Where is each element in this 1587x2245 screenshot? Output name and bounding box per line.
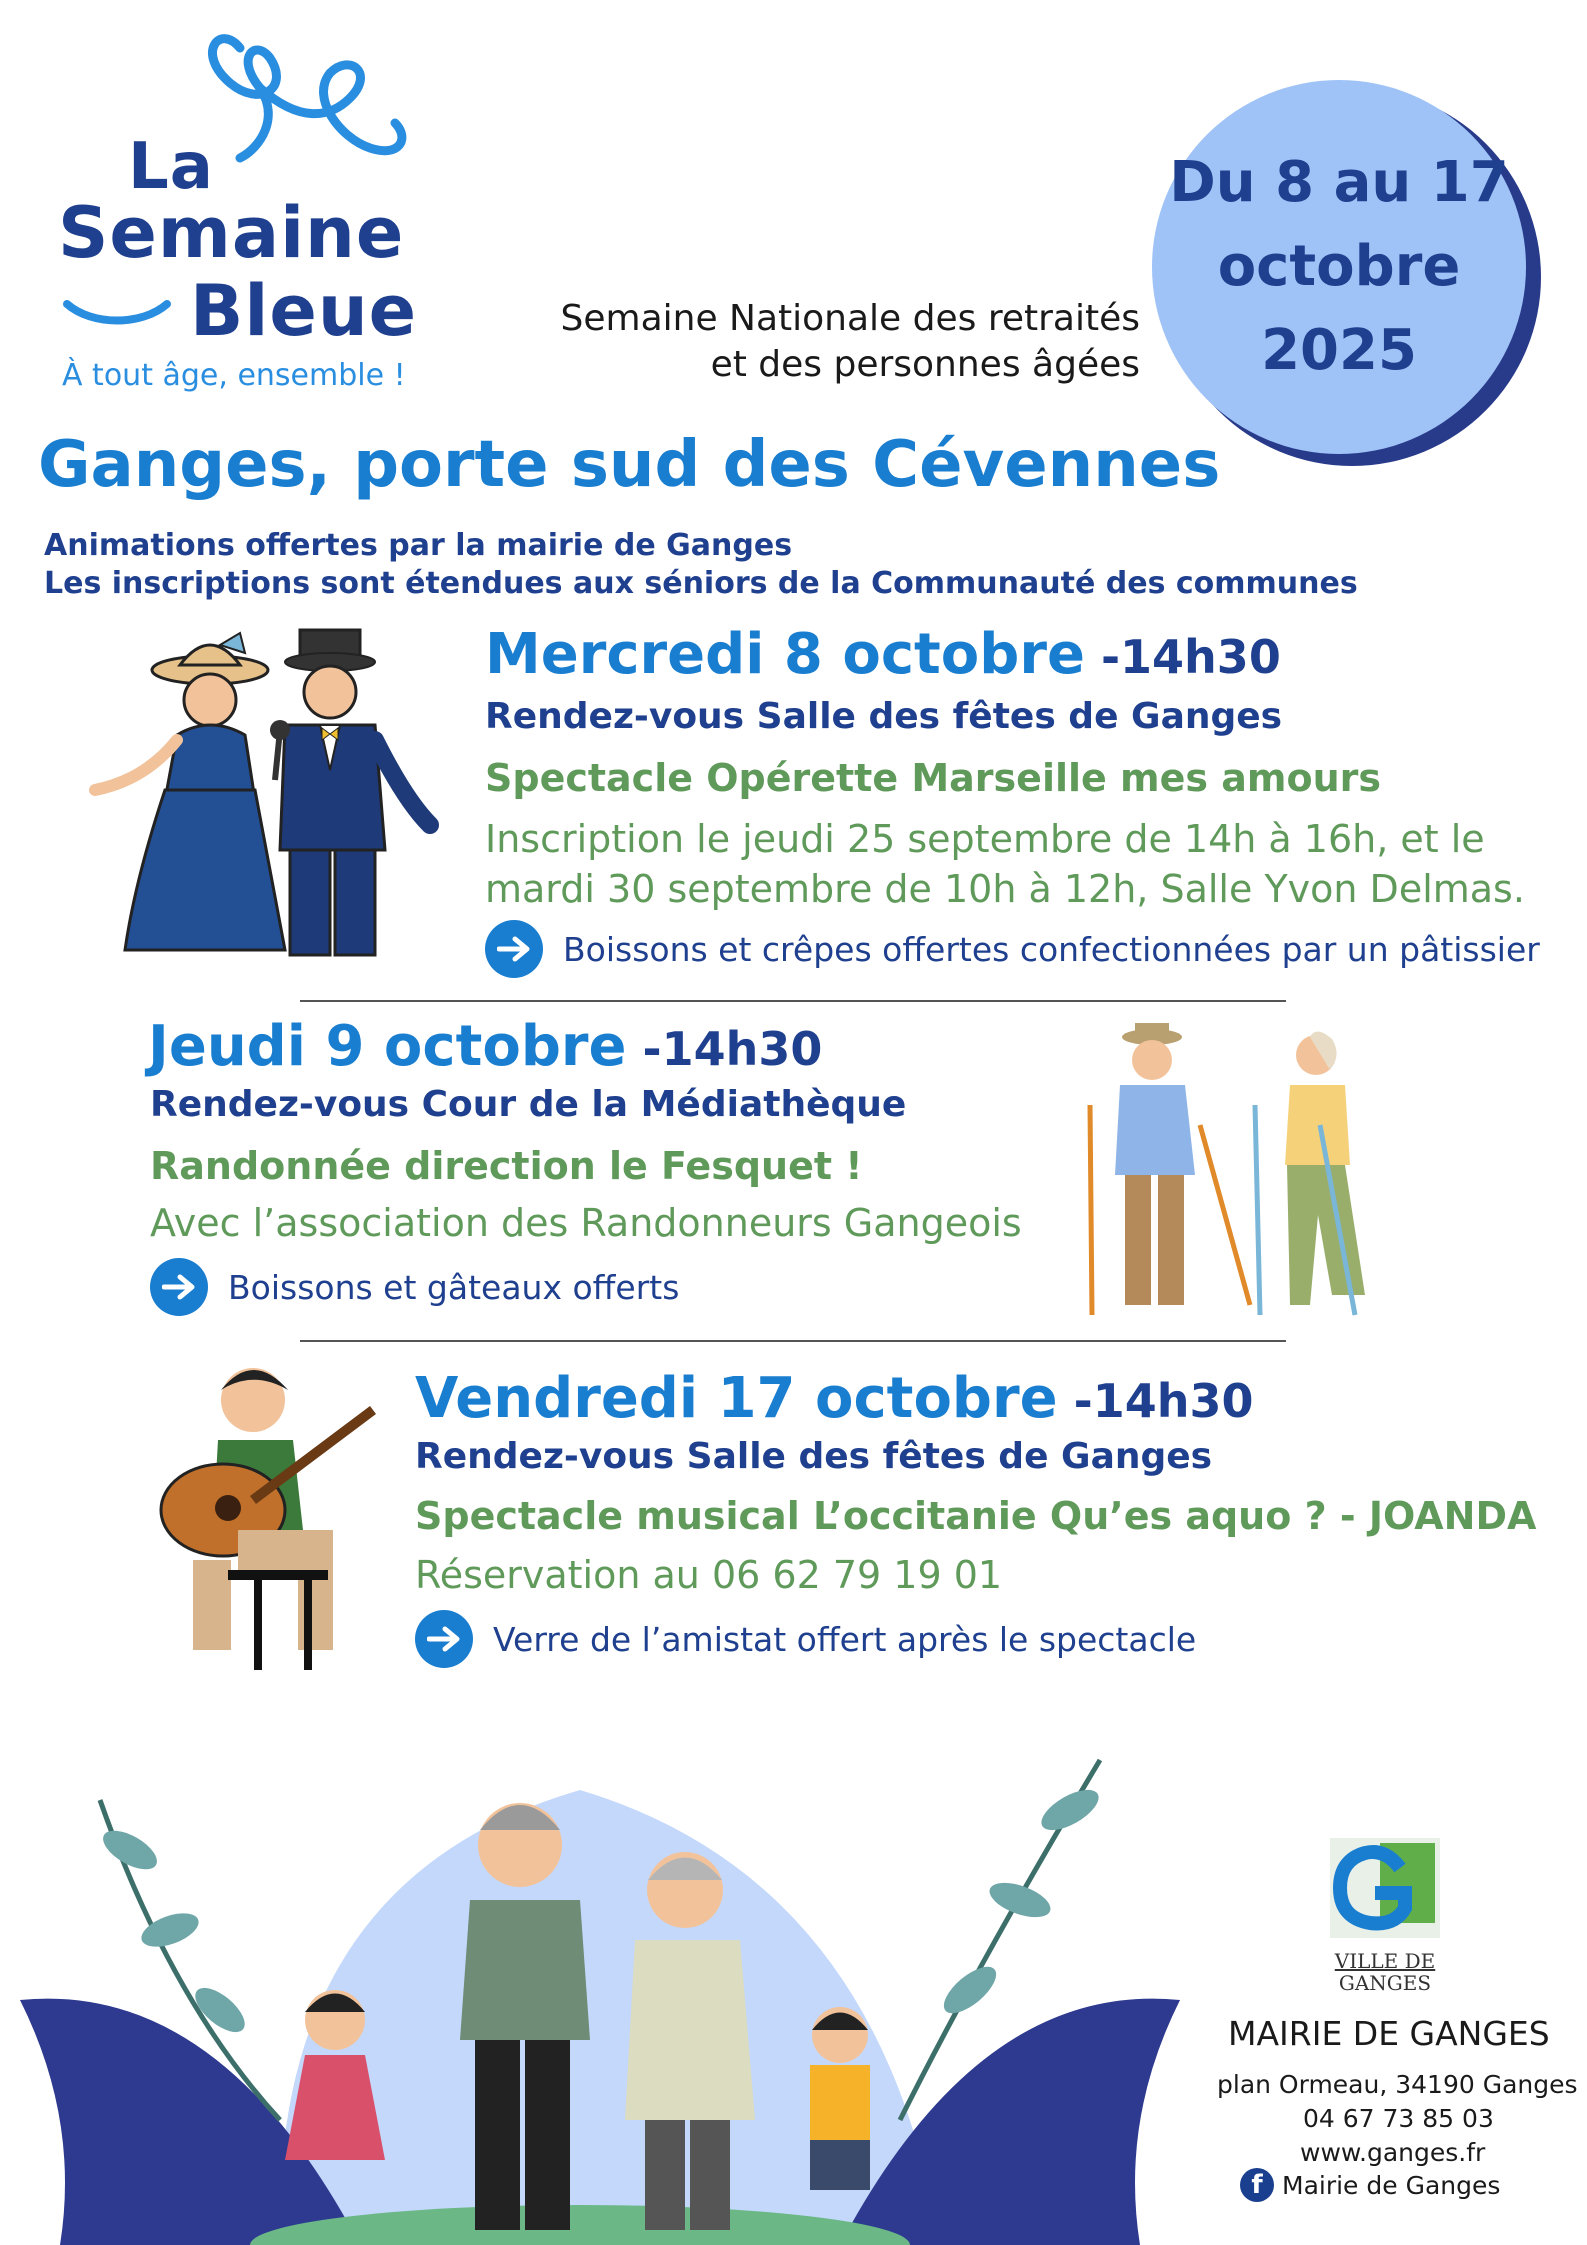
guitarist-illustration xyxy=(148,1360,388,1680)
town-logo-line-1: VILLE DE xyxy=(1334,1949,1436,1973)
event-2-show: Randonnée direction le Fesquet ! xyxy=(150,1144,863,1188)
arrow-right-icon xyxy=(415,1610,473,1668)
event-2-header xyxy=(148,1014,822,1079)
event-1-day: Mercredi 8 octobre xyxy=(485,622,1085,687)
date-line-1: Du 8 au 17 xyxy=(1169,150,1509,215)
event-2-bullet xyxy=(150,1258,679,1316)
mairie-name: MAIRIE DE GANGES xyxy=(1228,2014,1550,2053)
event-3-time: -14h30 xyxy=(1073,1374,1254,1428)
event-1-show: Spectacle Opérette Marseille mes amours xyxy=(485,756,1381,800)
divider-1 xyxy=(300,1000,1286,1002)
semaine-bleue-loops-icon xyxy=(200,28,440,198)
event-3-info-line-1: Réservation au 06 62 79 19 01 xyxy=(415,1553,1003,1597)
mairie-website[interactable]: www.ganges.fr xyxy=(1300,2138,1486,2167)
mairie-facebook-label: Mairie de Ganges xyxy=(1282,2170,1501,2200)
event-3-bullet-text: Verre de l’amistat offert après le spectacle xyxy=(493,1619,1197,1659)
date-line-3: 2025 xyxy=(1261,318,1417,383)
logo-semaine: Semaine xyxy=(58,192,405,274)
event-1-info-line-1: Inscription le jeudi 25 septembre de 14h à 16h, et le xyxy=(485,817,1485,861)
intro-line-1: Animations offertes par la mairie de Ganges xyxy=(44,528,793,563)
page-title: Ganges, porte sud des Cévennes xyxy=(38,428,1221,502)
mairie-facebook[interactable] xyxy=(1240,2168,1500,2202)
event-3-rdv: Rendez-vous Salle des fêtes de Ganges xyxy=(415,1436,1213,1477)
subtitle-line-1: Semaine Nationale des retraités xyxy=(560,298,1140,339)
mairie-address: plan Ormeau, 34190 Ganges xyxy=(1217,2070,1578,2099)
ville-de-ganges-text xyxy=(1318,1950,1452,1994)
event-1-rdv: Rendez-vous Salle des fêtes de Ganges xyxy=(485,696,1283,737)
event-2-day: Jeudi 9 octobre xyxy=(148,1014,627,1079)
event-1-header xyxy=(485,622,1281,687)
event-1-info-line-2: mardi 30 septembre de 10h à 12h, Salle Yvon Delmas. xyxy=(485,867,1525,911)
logo-swoosh-icon xyxy=(62,296,172,326)
date-line-2: octobre xyxy=(1217,234,1461,299)
event-1-bullet xyxy=(485,920,1540,978)
ville-de-ganges-logo xyxy=(1330,1838,1440,1938)
town-logo-line-2: GANGES xyxy=(1338,1971,1432,1995)
ganges-g-icon xyxy=(1330,1838,1440,1938)
mairie-phone: 04 67 73 85 03 xyxy=(1303,2104,1494,2133)
event-3-header xyxy=(415,1366,1253,1431)
subtitle-line-2: et des personnes âgées xyxy=(710,344,1140,385)
arrow-right-icon xyxy=(150,1258,208,1316)
event-1-bullet-text: Boissons et crêpes offertes confectionnées par un pâtissier xyxy=(563,929,1540,969)
logo-bleue: Bleue xyxy=(190,270,418,352)
arrow-right-icon xyxy=(485,920,543,978)
date-circle xyxy=(1152,80,1526,454)
event-3-bullet xyxy=(415,1610,1196,1668)
event-1-time: -14h30 xyxy=(1100,630,1281,684)
event-2-time: -14h30 xyxy=(642,1022,823,1076)
family-illustration xyxy=(20,1700,1190,2245)
event-2-bullet-text: Boissons et gâteaux offerts xyxy=(228,1267,680,1307)
event-2-rdv: Rendez-vous Cour de la Médiathèque xyxy=(150,1084,907,1125)
event-2-info-line-1: Avec l’association des Randonneurs Gangeois xyxy=(150,1201,1022,1245)
intro-line-2: Les inscriptions sont étendues aux séniors de la Communauté des communes xyxy=(44,566,1358,601)
divider-2 xyxy=(300,1340,1286,1342)
opera-singers-illustration xyxy=(85,620,445,960)
facebook-icon: f xyxy=(1240,2168,1274,2202)
logo-tagline: À tout âge, ensemble ! xyxy=(62,358,406,393)
event-3-show: Spectacle musical L’occitanie Qu’es aquo ? - JOANDA xyxy=(415,1494,1537,1538)
logo-la: La xyxy=(128,130,214,204)
hikers-illustration xyxy=(1080,1015,1410,1335)
event-3-day: Vendredi 17 octobre xyxy=(415,1366,1058,1431)
